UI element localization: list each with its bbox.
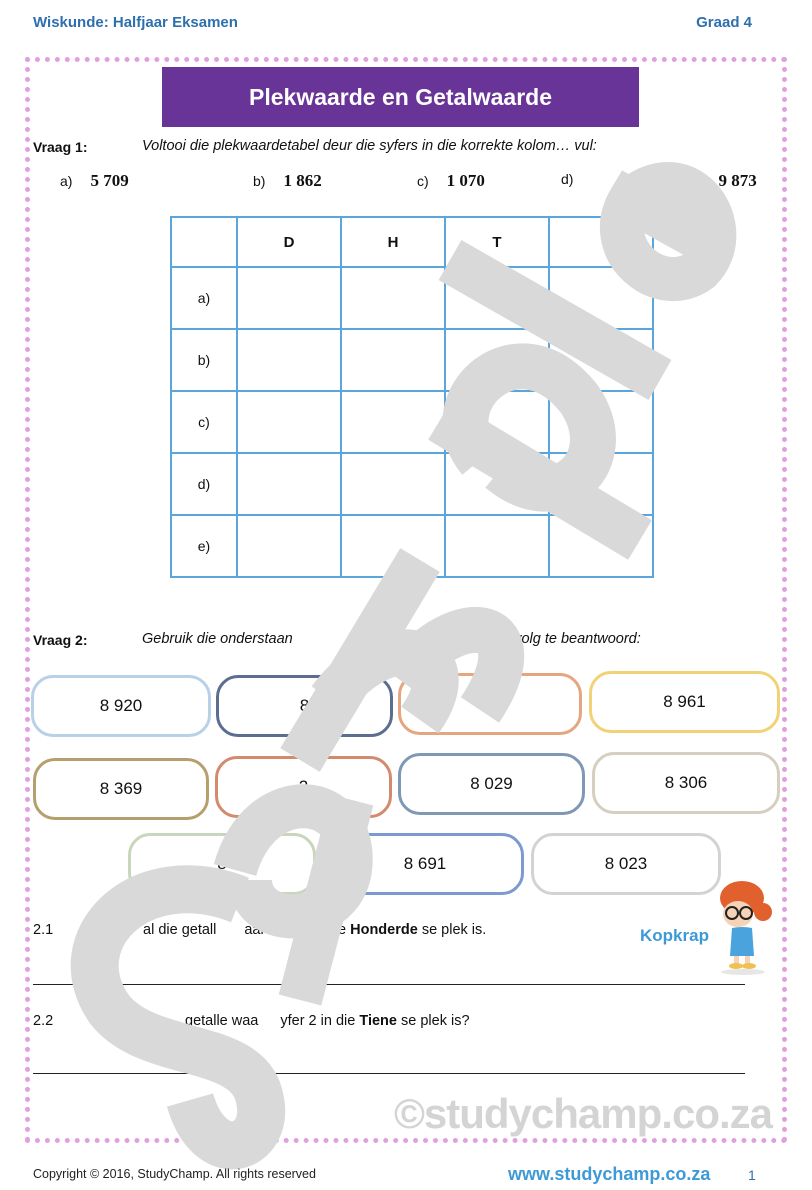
answer-cell[interactable]: [549, 267, 653, 329]
answer-cell[interactable]: [237, 515, 341, 577]
answer-cell[interactable]: [549, 391, 653, 453]
answer-cell[interactable]: [445, 329, 549, 391]
number-card: 8 306: [592, 752, 780, 814]
answer-cell[interactable]: [549, 453, 653, 515]
question-2-instruction-end: die vrae wat volg te beantwoord:: [432, 631, 641, 647]
footer-website-link[interactable]: www.studychamp.co.za: [508, 1164, 711, 1184]
question-text: se plek is.: [417, 922, 487, 938]
number-card: 8 920: [31, 675, 211, 737]
number-card: 8 369: [33, 758, 209, 820]
table-row: [171, 329, 653, 391]
table-header-row: [171, 217, 653, 267]
row-label: e): [171, 515, 237, 577]
question-number: 2.2: [33, 1013, 54, 1029]
kopkrap-label: Kopkrap: [640, 926, 709, 945]
question-2-1: [33, 922, 486, 938]
question-text: al die getall: [143, 922, 217, 938]
place-value-table: [170, 216, 654, 578]
watermark-site: ©studychamp.co.za: [393, 1090, 772, 1137]
answer-cell[interactable]: [341, 453, 445, 515]
number-card: 8: [216, 675, 393, 737]
answer-cell[interactable]: [237, 391, 341, 453]
question-2-2: [33, 1013, 470, 1029]
number-card: 2: [215, 756, 392, 818]
number-letter: c): [417, 173, 429, 189]
table-header-ene: [549, 217, 653, 267]
number-letter: a): [60, 173, 73, 189]
number-value: 1 070: [446, 171, 485, 190]
answer-cell[interactable]: [341, 515, 445, 577]
row-label: d): [171, 453, 237, 515]
question-text: n die: [314, 922, 351, 938]
number-card: 8 961: [589, 671, 780, 733]
answer-cell[interactable]: [549, 329, 653, 391]
table-row: [171, 267, 653, 329]
answer-cell[interactable]: [445, 515, 549, 577]
answer-cell[interactable]: [549, 515, 653, 577]
document-grade: Graad 4: [696, 14, 752, 31]
table-row: [171, 515, 653, 577]
table-row: [171, 453, 653, 515]
row-label: a): [171, 267, 237, 329]
question-1-instruction: Voltooi die plekwaardetabel deur die syfers in die korrekte kolom… vul:: [142, 138, 597, 154]
row-label: b): [171, 329, 237, 391]
question-1-numbers: [60, 171, 780, 193]
page-title: Plekwaarde en Getalwaarde: [162, 67, 639, 127]
footer-copyright: Copyright © 2016, StudyChamp. All rights reserved: [33, 1167, 316, 1181]
answer-line[interactable]: [33, 1073, 745, 1074]
table-header-tiene: T: [445, 217, 549, 267]
number-card: 8 023: [531, 833, 721, 895]
question-2-instruction-start: Gebruik die onderstaan: [142, 631, 293, 647]
table-header-duisende: D: [237, 217, 341, 267]
table-header-cell: [171, 217, 237, 267]
answer-cell[interactable]: [341, 267, 445, 329]
page-number: 1: [748, 1167, 756, 1183]
number-item: [692, 171, 757, 191]
number-letter: d): [561, 171, 574, 187]
question-number: 2.1: [33, 922, 54, 938]
number-card: 8: [128, 833, 316, 895]
question-text: se plek is?: [396, 1013, 470, 1029]
question-text: getalle waa: [185, 1013, 259, 1029]
number-value: 1 862: [283, 171, 322, 190]
question-keyword: Tiene: [359, 1013, 397, 1029]
document-subject: Wiskunde: Halfjaar Eksamen: [33, 14, 238, 31]
number-item: [561, 171, 591, 187]
table-row: [171, 391, 653, 453]
number-item: [253, 171, 322, 191]
question-text: aar di: [244, 922, 281, 938]
row-label: c): [171, 391, 237, 453]
answer-cell[interactable]: [237, 453, 341, 515]
number-letter: e): [692, 173, 705, 189]
number-card: 8 691: [326, 833, 524, 895]
question-keyword: Honderde: [350, 922, 418, 938]
answer-cell[interactable]: [237, 329, 341, 391]
question-text: yfer 2 in die: [280, 1013, 360, 1029]
answer-line[interactable]: [33, 984, 745, 985]
answer-cell[interactable]: [237, 267, 341, 329]
number-value: 5 709: [90, 171, 129, 190]
question-1-label: Vraag 1:: [33, 139, 88, 155]
number-item: [60, 171, 129, 191]
table-header-honderde: H: [341, 217, 445, 267]
number-card: 8 029: [398, 753, 585, 815]
mascot-girl-icon: [708, 876, 778, 976]
answer-cell[interactable]: [445, 267, 549, 329]
answer-cell[interactable]: [341, 391, 445, 453]
answer-cell[interactable]: [445, 391, 549, 453]
number-item: [417, 171, 485, 191]
question-2-label: Vraag 2:: [33, 632, 88, 648]
number-value: 9 873: [718, 171, 757, 190]
answer-cell[interactable]: [341, 329, 445, 391]
answer-cell[interactable]: [445, 453, 549, 515]
number-letter: b): [253, 173, 266, 189]
number-card: 396: [398, 673, 582, 735]
